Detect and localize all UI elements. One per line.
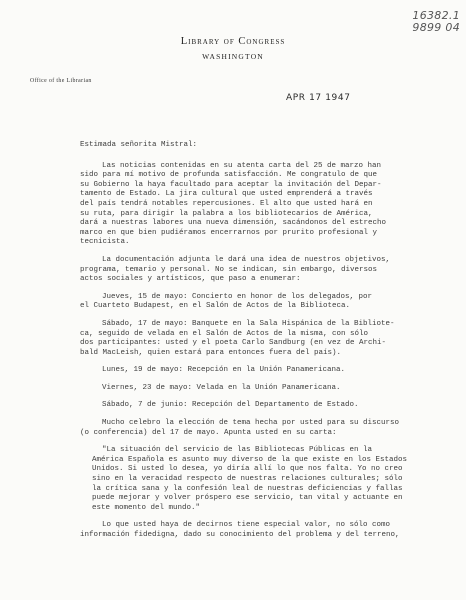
text-line: programa, temario y personal. No se indican, sin embargo, diversos: [80, 265, 378, 274]
letterhead: [0, 36, 466, 61]
text-line: Sábado, 7 de junio: Recepción del Departamento de Estado.: [102, 401, 359, 410]
text-line: actos sociales y artísticos, que paso a enumerar:: [80, 275, 301, 284]
paragraph-intro: [80, 162, 415, 248]
text-line: Viernes, 23 de mayo: Velada en la Unión Panamericana.: [102, 383, 341, 392]
text-line: América Española es asunto muy diverso de la que existe en los Estados: [92, 455, 408, 464]
text-line: Lunes, 19 de mayo: Recepción en la Unión Panamericana.: [102, 366, 346, 375]
text-line: marco en que bien pudiéramos encerrarnos por prurito profesional y: [80, 228, 378, 237]
office-label: Office of the Librarian: [30, 78, 92, 84]
event-concert: [80, 293, 415, 312]
text-line: Sábado, 17 de mayo: Banquete en la Sala Hispánica de la Bibliote-: [102, 319, 395, 328]
text-line: su ruta, para dirigir la palabra a los bibliotecarios de América,: [80, 209, 373, 218]
text-line: sido para mí motivo de profunda satisfacción. Me congratulo de que: [80, 171, 378, 180]
text-line: el Cuarteto Budapest, en el Salón de Actos de la Biblioteca.: [80, 302, 351, 311]
salutation: Estimada señorita Mistral:: [80, 141, 198, 149]
handwritten-catalog-numbers: [412, 10, 460, 34]
text-line: información fidedigna, dado su conocimiento del problema y del terreno,: [80, 531, 400, 539]
event-evening-pan-american: [80, 384, 415, 394]
date-stamp: APR 17 1947: [286, 93, 351, 103]
text-line: sino en la veracidad respecto de nuestras relaciones culturales; sólo: [92, 475, 403, 484]
catalog-number-1: 16382.1: [412, 9, 460, 22]
letter-body: [80, 141, 415, 549]
text-line: "La situación del servicio de las Bibliotecas Públicas en la: [102, 446, 373, 455]
event-reception-pan-american: [80, 366, 415, 376]
text-line: tecnicista.: [80, 238, 130, 247]
letterhead-organization: Library of Congress: [180, 36, 286, 47]
text-line: Mucho celebro la elección de tema hecha por usted para su discurso: [102, 419, 400, 428]
text-line: Lo que usted haya de decirnos tiene especial valor, no sólo como: [102, 521, 391, 530]
text-line: La documentación adjunta le dará una idea de nuestros objetivos,: [102, 255, 391, 264]
text-line: del país tendrá notables repercusiones. El alto que usted hará en: [80, 199, 373, 208]
paragraph-documentation: [80, 256, 415, 285]
text-line: Jueves, 15 de mayo: Concierto en honor de los delegados, por: [102, 292, 373, 301]
text-line: (o conferencia) del 17 de mayo. Apunta usted en su carta:: [80, 428, 337, 437]
text-line: Unidos. Si usted lo desea, yo diría allí lo que nos falta. Yo no creo: [92, 465, 403, 474]
text-line: bald MacLeish, quien estará para entonces fuera del país).: [80, 348, 342, 357]
text-line: este momento del mundo.": [92, 503, 201, 512]
event-reception-state-department: [80, 401, 415, 411]
paragraph-closing: [80, 521, 415, 540]
text-line: Las noticias contenidas en su atenta carta del 25 de marzo han: [102, 161, 382, 170]
text-line: dará a nuestras labores una nueva dimensión, sacándonos del estrecho: [80, 219, 387, 228]
letterhead-city: WASHINGTON: [202, 52, 264, 61]
text-line: dos participantes: usted y el poeta Carlo Sandburg (en vez de Archi-: [80, 339, 387, 348]
text-line: su Gobierno la haya facultado para aceptar la invitación del Depar-: [80, 180, 382, 189]
text-line: puede mejorar y volver próspero ese servicio, tan vital y actuante en: [92, 494, 403, 503]
text-line: ca, seguido de velada en el Salón de Actos de la misma, con sólo: [80, 329, 369, 338]
event-banquet: [80, 320, 415, 358]
text-line: la crítica sana y la confesión leal de nuestras deficiencias y fallas: [92, 484, 403, 493]
catalog-number-2: 9899 04: [412, 21, 460, 34]
paragraph-speech-topic: [80, 419, 415, 438]
text-line: tamento de Estado. La jira cultural que usted emprenderá a través: [80, 190, 373, 199]
quoted-passage: [80, 446, 415, 513]
